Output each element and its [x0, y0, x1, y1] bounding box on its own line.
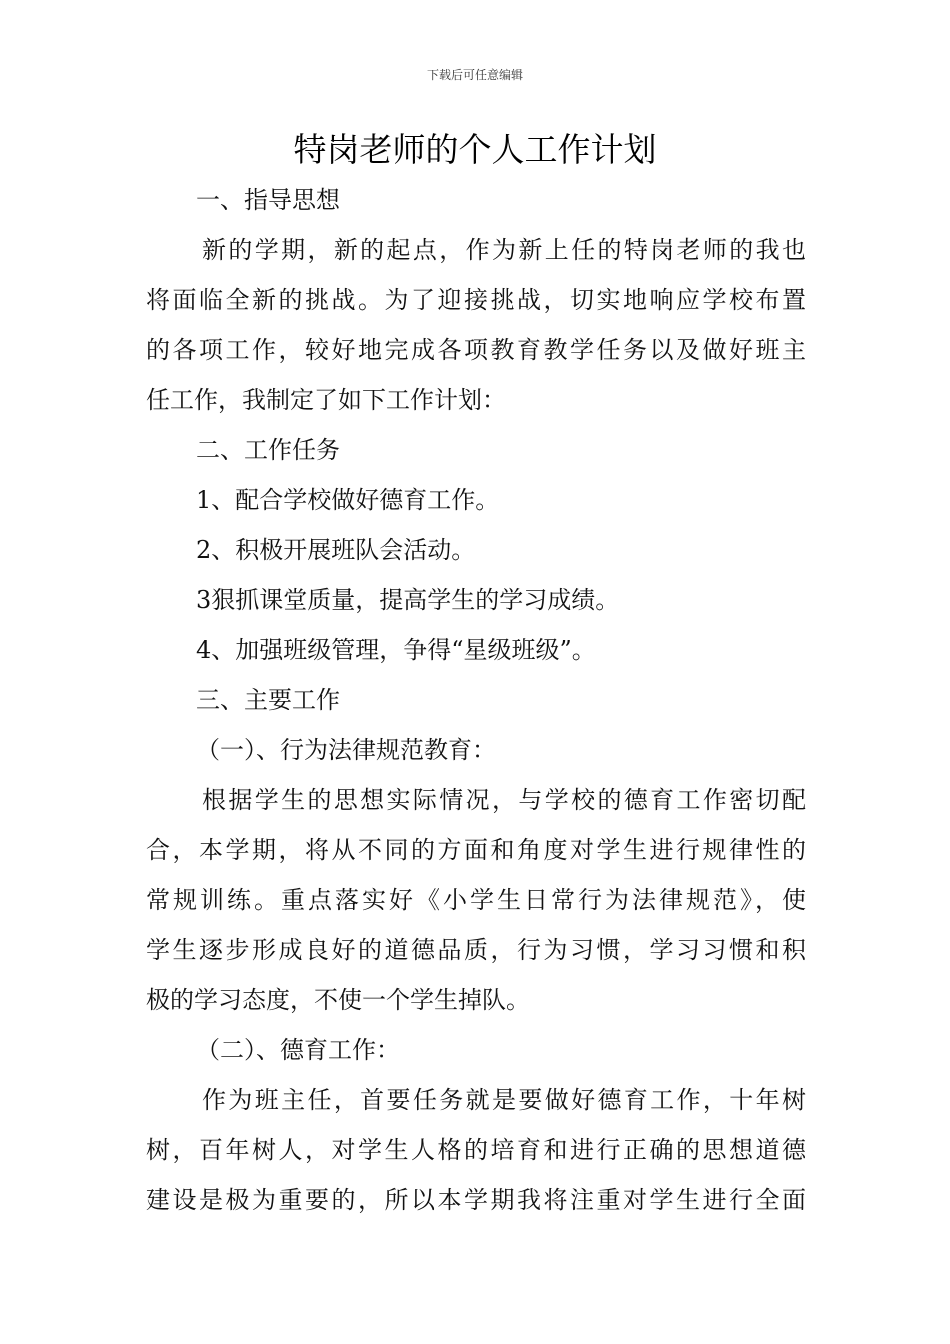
text-line: 根据学生的思想实际情况，与学校的德育工作密切配	[202, 786, 806, 814]
text-line: 的各项工作，较好地完成各项教育教学任务以及做好班主	[146, 336, 806, 364]
text-line: 1、配合学校做好德育工作。	[196, 486, 500, 514]
document-body	[146, 175, 806, 1225]
text-line: 新的学期，新的起点，作为新上任的特岗老师的我也	[202, 236, 806, 264]
text-line: 学生逐步形成良好的道德品质，行为习惯，学习习惯和积	[146, 936, 806, 964]
text-line: 三、主要工作	[196, 686, 340, 714]
text-line: 作为班主任，首要任务就是要做好德育工作，十年树	[202, 1086, 806, 1114]
text-line: 3狠抓课堂质量，提高学生的学习成绩。	[196, 586, 620, 614]
document-title: 特岗老师的个人工作计划	[293, 130, 657, 169]
text-line: 一、指导思想	[196, 186, 340, 214]
text-line: 2、积极开展班队会活动。	[196, 536, 476, 564]
header-note: 下载后可任意编辑	[426, 68, 523, 82]
text-line: 树，百年树人，对学生人格的培育和进行正确的思想道德	[146, 1136, 806, 1164]
text-line: 建设是极为重要的，所以本学期我将注重对学生进行全面	[146, 1186, 806, 1214]
text-line: 二、工作任务	[196, 436, 340, 464]
text-line: 4、加强班级管理，争得“星级班级”。	[196, 636, 596, 664]
text-line: 常规训练。重点落实好《小学生日常行为法律规范》，使	[146, 886, 806, 914]
text-line: 任工作，我制定了如下工作计划：	[146, 386, 506, 414]
text-line: 极的学习态度，不使一个学生掉队。	[146, 986, 530, 1014]
text-line: （二）、德育工作：	[196, 1036, 400, 1064]
text-line: 将面临全新的挑战。为了迎接挑战，切实地响应学校布置	[146, 286, 806, 314]
text-line: （一）、行为法律规范教育：	[196, 736, 496, 764]
text-line: 合，本学期，将从不同的方面和角度对学生进行规律性的	[146, 836, 806, 864]
